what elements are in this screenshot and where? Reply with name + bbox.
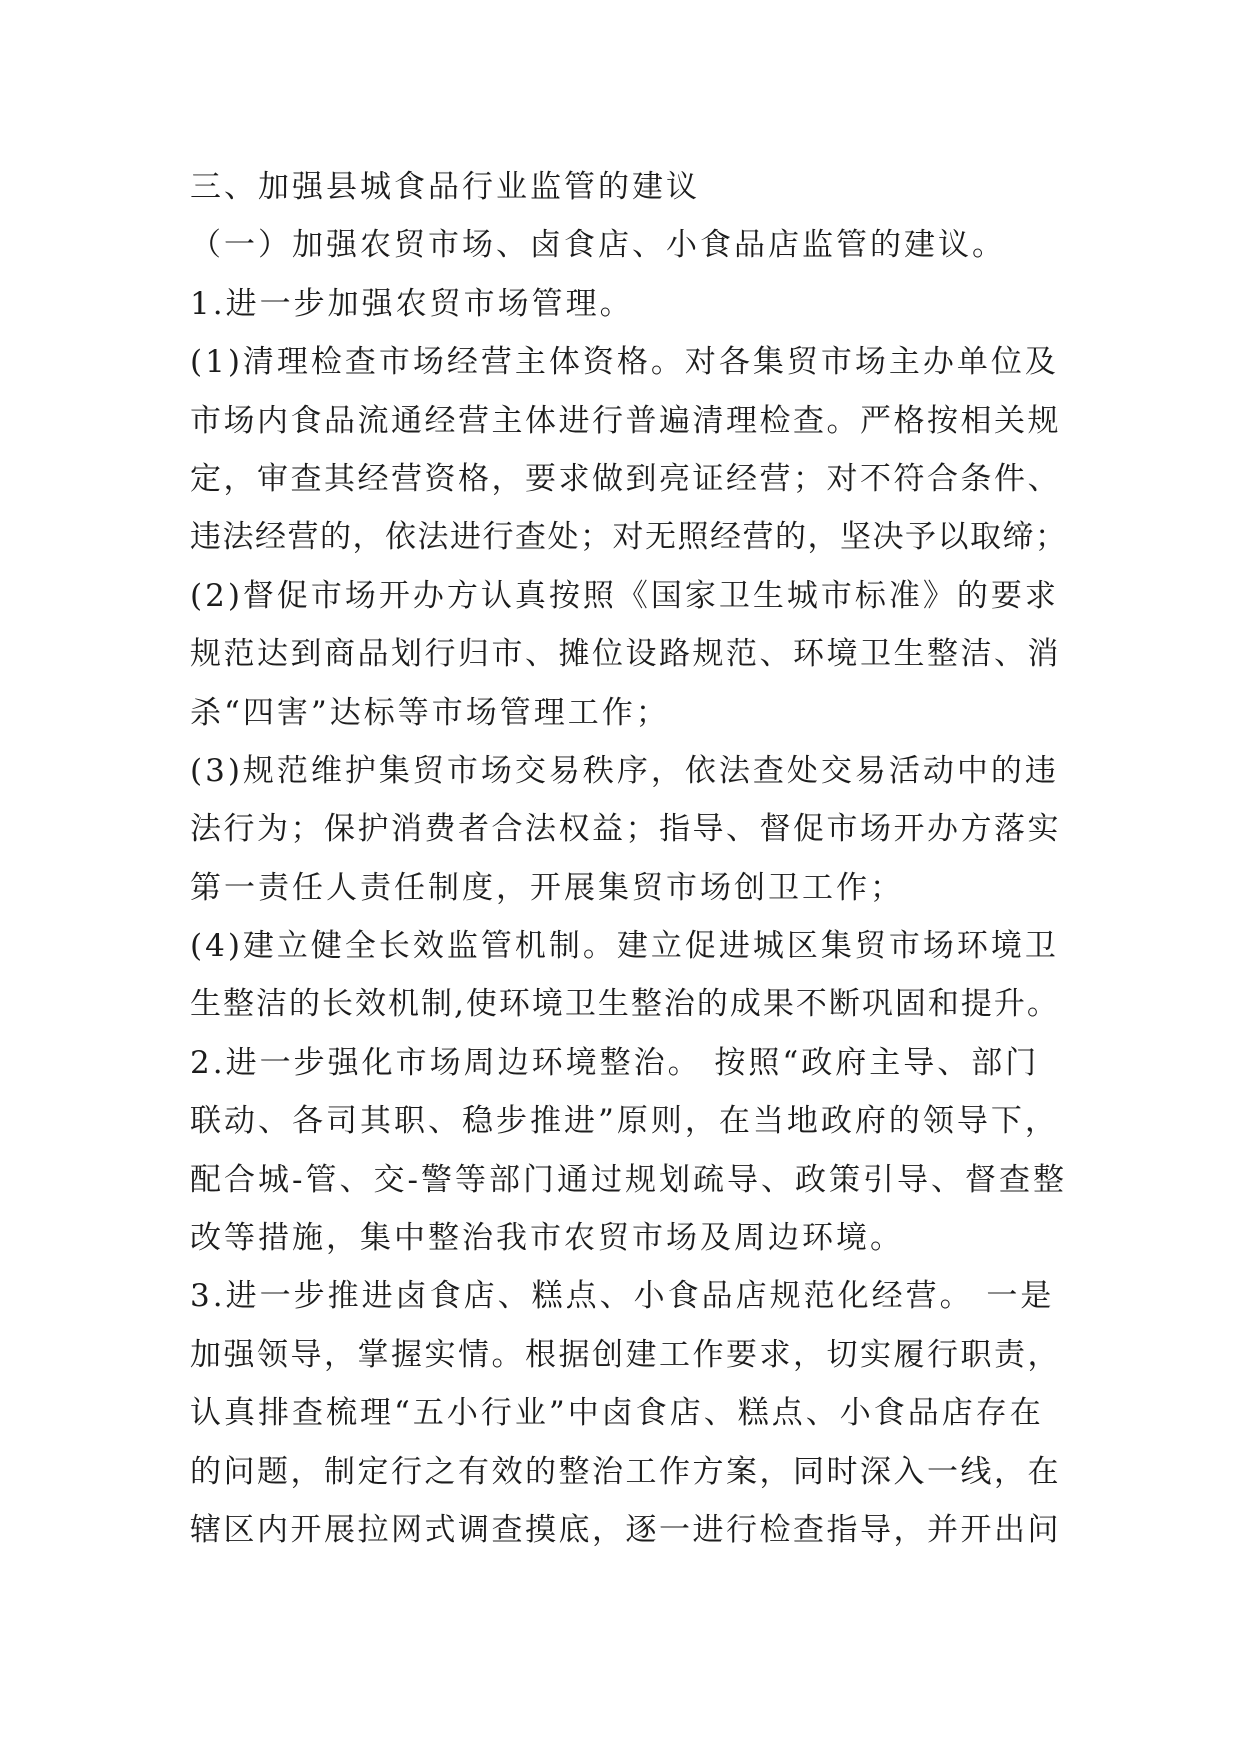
subsection-heading: （一）加强农贸市场、卤食店、小食品店监管的建议。 (190, 227, 1006, 264)
text-line: 定，审查其经营资格，要求做到亮证经营；对不符合条件、 (190, 460, 1061, 497)
text-line: 认真排查梳理“五小行业”中卤食店、糕点、小食品店存在 (190, 1395, 1044, 1432)
text-line: 生整洁的长效机制,使环境卫生整治的成果不断巩固和提升。 (190, 986, 1060, 1023)
text-line: 杀“四害”达标等市场管理工作； (190, 694, 670, 731)
document-body (190, 158, 1070, 1559)
text-line: (1)清理检查市场经营主体资格。对各集贸市场主办单位及 (190, 344, 1059, 381)
text-line: 配合城-管、交-警等部门通过规划疏导、政策引导、督查整 (190, 1161, 1067, 1198)
text-line: 加强领导，掌握实情。根据创建工作要求，切实履行职责， (190, 1336, 1061, 1373)
text-line: 违法经营的，依法进行查处；对无照经营的，坚决予以取缔； (190, 519, 1068, 556)
text-line: 第一责任人责任制度，开展集贸市场创卫工作； (190, 869, 904, 906)
text-line: 法行为；保护消费者合法权益；指导、督促市场开办方落实 (190, 811, 1061, 848)
text-line: 改等措施，集中整治我市农贸市场及周边环境。 (190, 1220, 904, 1257)
text-line: 辖区内开展拉网式调查摸底，逐一进行检查指导，并开出问 (190, 1511, 1061, 1548)
item-heading-2: 2.进一步强化市场周边环境整治。 按照“政府主导、部门 (190, 1044, 1040, 1081)
text-line: (2)督促市场开办方认真按照《国家卫生城市标准》的要求 (190, 577, 1059, 614)
text-line: 的问题，制定行之有效的整治工作方案，同时深入一线，在 (190, 1453, 1061, 1490)
item-heading-1: 1.进一步加强农贸市场管理。 (190, 285, 634, 322)
text-line: 联动、各司其职、稳步推进”原则，在当地政府的领导下， (190, 1103, 1059, 1140)
text-line: (4)建立健全长效监管机制。建立促进城区集贸市场环境卫 (190, 928, 1059, 965)
text-line: 市场内食品流通经营主体进行普遍清理检查。严格按相关规 (190, 402, 1061, 439)
text-line: (3)规范维护集贸市场交易秩序，依法查处交易活动中的违 (190, 752, 1059, 789)
section-heading: 三、加强县城食品行业监管的建议 (190, 169, 700, 205)
text-line: 规范达到商品划行归市、摊位设路规范、环境卫生整洁、消 (190, 636, 1061, 673)
item-heading-3: 3.进一步推进卤食店、糕点、小食品店规范化经营。 一是 (190, 1278, 1055, 1315)
